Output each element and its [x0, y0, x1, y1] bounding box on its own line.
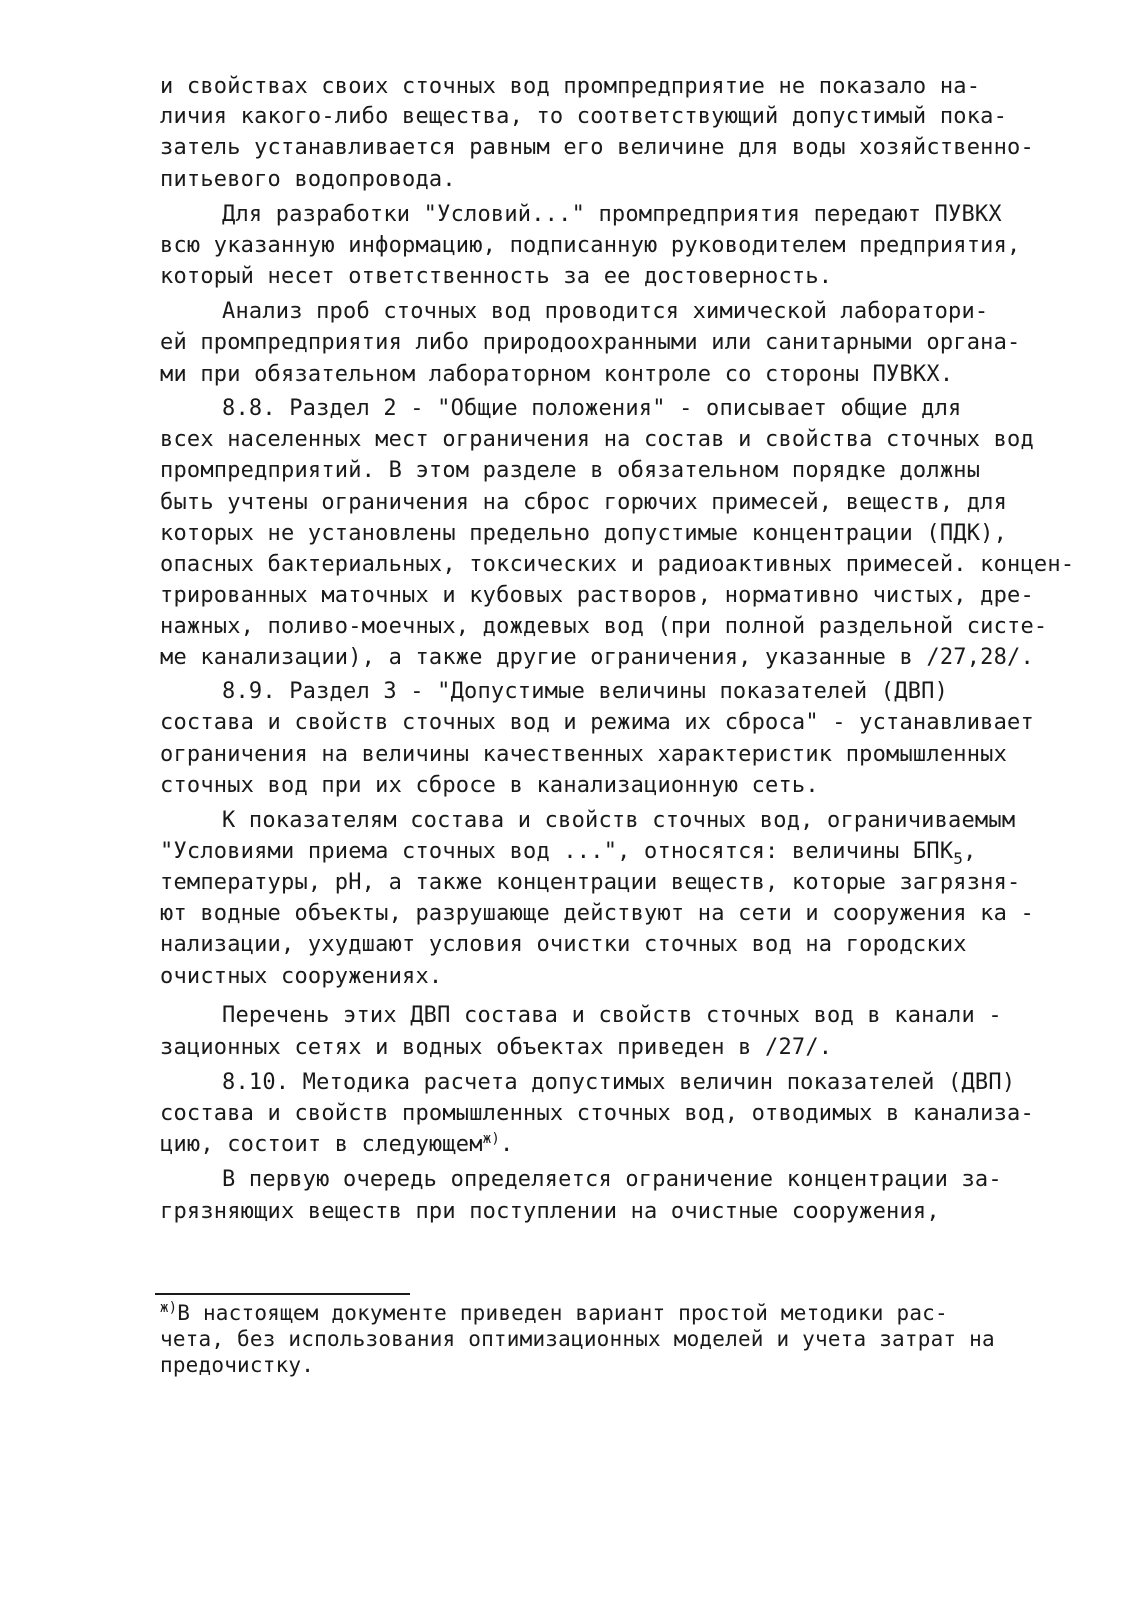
- text-line: опасных бактериальных, токсических и радиоактивных примесей. концен-: [160, 552, 1075, 577]
- text-line: зационных сетях и водных объектах приведен в /27/.: [160, 1035, 833, 1060]
- text-line: всю указанную информацию, подписанную руководителем предприятия,: [160, 233, 1021, 258]
- text-line: личия какого-либо вещества, то соответствующий допустимый пока-: [160, 104, 1008, 129]
- text-line: ме канализации), а также другие ограничения, указанные в /27,28/.: [160, 645, 1034, 670]
- text-line: ограничения на величины качественных характеристик промышленных: [160, 742, 1008, 767]
- text-line: состава и свойств сточных вод и режима их сброса" - устанавливает: [160, 710, 1034, 735]
- footnote-marker: ж): [160, 1300, 178, 1316]
- footnote-line: чета, без использования оптимизационных моделей и учета затрат на: [160, 1327, 995, 1351]
- text-line-main: цию, состоит в следующем: [160, 1132, 483, 1157]
- text-line: 8.9. Раздел 3 - "Допустимые величины показателей (ДВП): [222, 679, 949, 704]
- text-line: быть учтены ограничения на сброс горючих примесей, веществ, для: [160, 490, 1008, 515]
- text-line: сточных вод при их сбросе в канализационную сеть.: [160, 773, 819, 798]
- text-line: трированных маточных и кубовых растворов, нормативно чистых, дре-: [160, 583, 1034, 608]
- text-line: который несет ответственность за ее достоверность.: [160, 264, 833, 289]
- footnote-ref-trailing: .: [499, 1132, 514, 1157]
- text-line: В первую очередь определяется ограничение концентрации за-: [222, 1167, 1002, 1192]
- text-line: Перечень этих ДВП состава и свойств сточных вод в канали -: [222, 1003, 1002, 1028]
- text-line: и свойствах своих сточных вод промпредприятие не показало на-: [160, 74, 981, 99]
- text-line: промпредприятий. В этом разделе в обязательном порядке должны: [160, 458, 981, 483]
- footnote-reference-marker: ж): [482, 1131, 500, 1147]
- text-line: питьевого водопровода.: [160, 167, 456, 192]
- text-line-bpk-main: "Условиями приема сточных вод ...", относятся: величины БПК: [160, 839, 954, 864]
- text-line: К показателям состава и свойств сточных вод, ограничиваемым: [222, 808, 1016, 833]
- text-line: 8.8. Раздел 2 - "Общие положения" - описывает общие для: [222, 396, 962, 421]
- text-line: состава и свойств промышленных сточных вод, отводимых в канализа-: [160, 1101, 1034, 1126]
- text-line-bpk: [160, 837, 977, 867]
- text-line: ют водные объекты, разрушающе действуют на сети и сооружения ка -: [160, 901, 1034, 926]
- footnote-text: В настоящем документе приведен вариант простой методики рас-: [177, 1301, 948, 1325]
- text-line: Анализ проб сточных вод проводится химической лаборатори-: [222, 299, 989, 324]
- text-line-footnote-ref: [160, 1130, 513, 1160]
- text-line: 8.10. Методика расчета допустимых величин показателей (ДВП): [222, 1070, 1016, 1095]
- text-line: всех населенных мест ограничения на состав и свойства сточных вод: [160, 427, 1034, 452]
- text-line: ей промпредприятия либо природоохранными или санитарными органа-: [160, 330, 1021, 355]
- footnote-line: предочистку.: [160, 1353, 315, 1377]
- bpk-trailing-comma: ,: [963, 839, 977, 864]
- footnote-separator: [155, 1293, 410, 1295]
- footnote-line: [160, 1300, 948, 1326]
- text-line: грязняющих веществ при поступлении на очистные сооружения,: [160, 1199, 940, 1224]
- text-line: Для разработки "Условий..." промпредприятия передают ПУВКХ: [222, 202, 1002, 227]
- text-line: нализации, ухудшают условия очистки сточных вод на городских: [160, 932, 967, 957]
- text-line: очистных сооружениях.: [160, 964, 443, 989]
- bpk-subscript: 5: [953, 849, 964, 868]
- text-line: затель устанавливается равным его величине для воды хозяйственно-: [160, 135, 1034, 160]
- text-line: температуры, pH, а также концентрации веществ, которые загрязня-: [160, 870, 1021, 895]
- text-line: нажных, поливо-моечных, дождевых вод (при полной раздельной систе-: [160, 614, 1048, 639]
- text-line: которых не установлены предельно допустимые концентрации (ПДК),: [160, 521, 1008, 546]
- text-line: ми при обязательном лабораторном контроле со стороны ПУВКХ.: [160, 362, 954, 387]
